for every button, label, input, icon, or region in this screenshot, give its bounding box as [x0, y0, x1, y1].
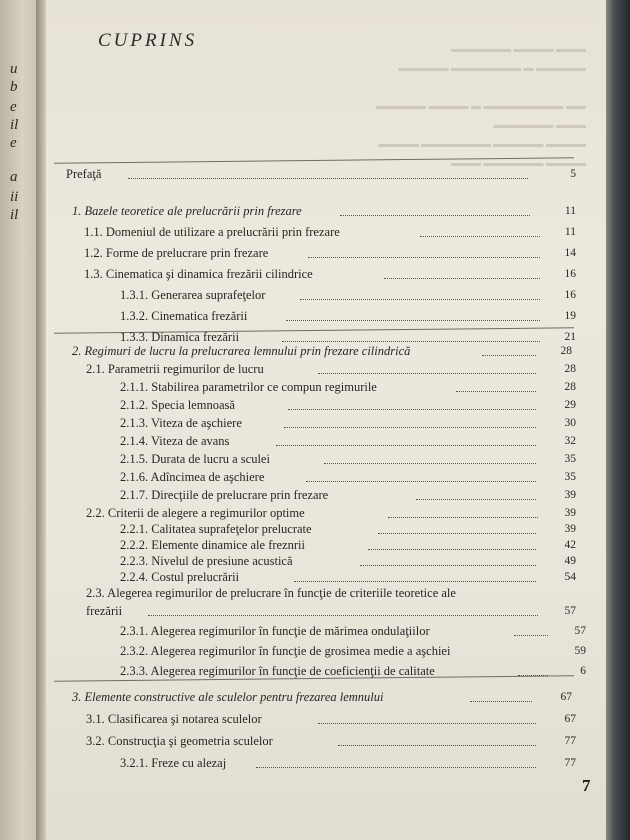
- toc-page-number: 35: [564, 453, 576, 465]
- toc-page-number: 49: [564, 555, 576, 567]
- toc-entry-label: 2.1.4. Viteza de avans: [120, 434, 230, 448]
- toc-dot-leader: [256, 766, 536, 768]
- toc-entry-label: 2.1. Parametrii regimurilor de lucru: [86, 362, 264, 376]
- toc-entry-label: 2.2.3. Nivelul de presiune acustică: [120, 554, 293, 568]
- toc-entry-label: 2.3. Alegerea regimurilor de prelucrare în funcţie de criteriile teoretice ale: [86, 586, 456, 600]
- toc-page-number: 30: [564, 417, 576, 429]
- toc-entry-label: 3. Elemente constructive ale sculelor pentru frezarea lemnului: [72, 690, 384, 704]
- facing-page-fragment: a: [10, 169, 18, 185]
- toc-page-number: 5: [570, 168, 576, 180]
- toc-entry-label: 3.2.1. Freze cu alezaj: [120, 756, 227, 770]
- toc-entry-label: 2.2.4. Costul prelucrării: [120, 570, 240, 584]
- toc-entry: [120, 620, 586, 642]
- toc-entry: [120, 752, 576, 774]
- toc-page-number: 77: [564, 757, 576, 769]
- toc-page-number: 29: [564, 399, 576, 411]
- toc-page-number: 57: [564, 605, 576, 617]
- facing-page-edge: [0, 0, 40, 840]
- toc-entry-label: 1.3. Cinematica şi dinamica frezării cilindrice: [84, 267, 313, 281]
- toc-bottom-area: [46, 0, 606, 840]
- facing-page-fragment: il: [10, 117, 19, 133]
- toc-entry-label: Prefaţă: [66, 167, 102, 181]
- toc-entry: [86, 730, 576, 752]
- toc-dot-leader: [470, 700, 532, 702]
- toc-entry-label: 1.3.1. Generarea suprafeţelor: [120, 288, 266, 302]
- facing-page-fragment: b: [10, 79, 18, 95]
- toc-entry-label: 3.1. Clasificarea şi notarea sculelor: [86, 712, 262, 726]
- toc-entry-label: 2. Regimuri de lucru la prelucrarea lemnului prin frezare cilindrică: [72, 344, 411, 358]
- toc-page-number: 54: [564, 571, 576, 583]
- toc-entry-label: 2.1.3. Viteza de aşchiere: [120, 416, 242, 430]
- toc-page-number: 39: [564, 507, 576, 519]
- toc-entry-label: 1.1. Domeniul de utilizare a prelucrării prin frezare: [84, 225, 340, 239]
- toc-entry-label: 3.2. Construcţia şi geometria sculelor: [86, 734, 273, 748]
- background-edge: [604, 0, 630, 840]
- toc-dot-leader: [318, 722, 536, 724]
- toc-page-number: 19: [564, 310, 576, 322]
- toc-entry-label: 2.3.2. Alegerea regimurilor în funcţie de grosimea medie a aşchiei: [120, 644, 451, 658]
- toc-entry: [120, 660, 586, 682]
- toc-entry-label: 1.3.2. Cinematica frezării: [120, 309, 248, 323]
- toc-entry-label: 2.2. Criterii de alegere a regimurilor optime: [86, 506, 305, 520]
- toc-entry-label: 2.3.3. Alegerea regimurilor în funcţie de coeficienţii de calitate: [120, 664, 435, 678]
- bleed-through-text: ▬▬▬ ▬▬▬▬ ▬▬▬▬▬▬ ▬▬▬▬▬ ▬ ▬▬▬▬▬▬▬ ▬▬▬▬▬ ▬▬ ▬▬▬▬▬▬▬▬ ▬ ▬▬▬▬ ▬▬▬▬▬ ▬▬▬ ▬▬▬▬▬▬ ▬▬▬▬ ▬▬▬▬▬ ▬▬▬▬▬▬▬ ▬▬▬▬ ▬▬▬▬ ▬▬▬▬▬▬ ▬▬▬: [376, 44, 586, 169]
- page-number: 7: [582, 776, 591, 795]
- toc-page-number: 39: [564, 523, 576, 535]
- toc-entry-label: 1.3.3. Dinamica frezării: [120, 330, 240, 344]
- toc-page-number: 28: [564, 381, 576, 393]
- toc-entry-label: 2.2.2. Elemente dinamice ale freznrii: [120, 538, 305, 552]
- toc-entry-label: 2.1.5. Durata de lucru a sculei: [120, 452, 270, 466]
- facing-page-fragment: il: [10, 207, 19, 223]
- toc-page-number: 77: [564, 735, 576, 747]
- toc-page-number: 11: [564, 226, 576, 238]
- facing-page-fragment: e: [10, 135, 17, 151]
- toc-entry-label: 1. Bazele teoretice ale prelucrării prin frezare: [72, 204, 302, 218]
- toc-dot-leader: [514, 634, 548, 636]
- toc-entry: [86, 708, 576, 730]
- toc-dot-leader: [338, 744, 536, 746]
- toc-entry-label: 2.1.2. Specia lemnoasă: [120, 398, 235, 412]
- toc-page-number: 28: [564, 363, 576, 375]
- facing-page-fragment: ii: [10, 189, 19, 205]
- toc-chapter-3: [72, 686, 576, 708]
- page-title: CUPRINS: [98, 30, 198, 51]
- toc-page-number: 16: [564, 268, 576, 280]
- toc-dot-leader: [518, 674, 548, 676]
- toc-entry-label: 2.2.1. Calitatea suprafeţelor prelucrate: [120, 522, 312, 536]
- toc-page-number: 42: [564, 539, 576, 551]
- toc-entry-label: 2.1.7. Direcţiile de prelucrare prin frezare: [120, 488, 329, 502]
- toc-page-number: 6: [580, 665, 586, 677]
- toc-page-number: 67: [560, 691, 572, 703]
- toc-page-number: 59: [574, 645, 586, 657]
- toc-page-number: 67: [564, 713, 576, 725]
- toc-entry: [120, 640, 586, 662]
- toc-entry-label: 2.3.1. Alegerea regimurilor în funcţie de mărimea ondulaţiilor: [120, 624, 430, 638]
- toc-page-number: 14: [564, 247, 576, 259]
- toc-page-number: 57: [574, 625, 586, 637]
- toc-page-number: 28: [560, 345, 572, 357]
- toc-entry-label: 1.2. Forme de prelucrare prin frezare: [84, 246, 269, 260]
- toc-entry-label: 2.1.1. Stabilirea parametrilor ce compun regimurile: [120, 380, 377, 394]
- facing-page-fragment: e: [10, 99, 17, 115]
- toc-page-number: 39: [564, 489, 576, 501]
- toc-page-number: 32: [564, 435, 576, 447]
- toc-entry-label: 2.1.6. Adîncimea de aşchiere: [120, 470, 265, 484]
- facing-page-fragment: u: [10, 61, 18, 77]
- toc-page-number: 11: [564, 205, 576, 217]
- toc-page-number: 35: [564, 471, 576, 483]
- toc-entry-label: frezării: [86, 604, 123, 618]
- toc-page-number: 21: [564, 331, 576, 343]
- toc-page-number: 16: [564, 289, 576, 301]
